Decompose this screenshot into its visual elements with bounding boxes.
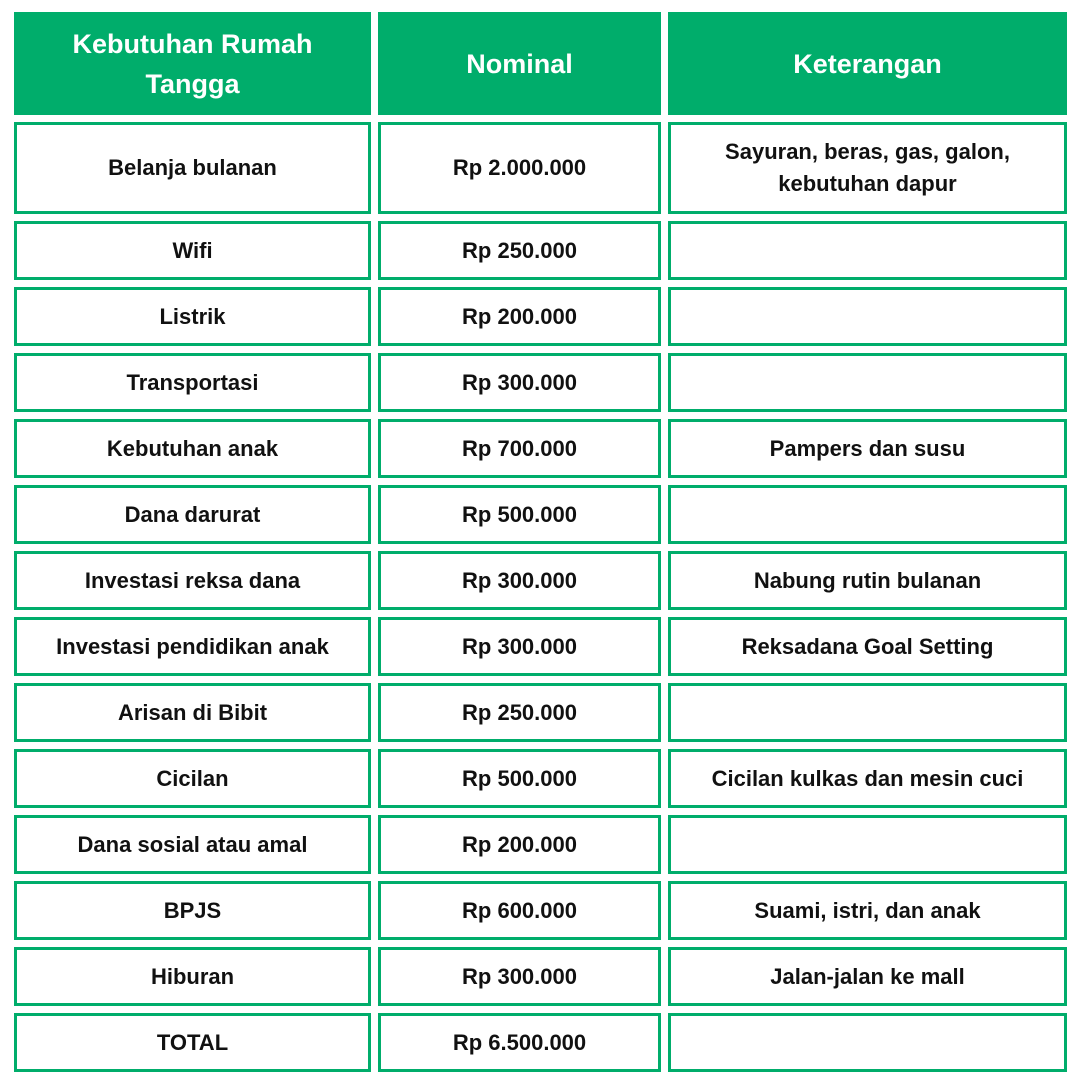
cell-keterangan bbox=[668, 1013, 1067, 1072]
cell-nominal: Rp 200.000 bbox=[378, 815, 661, 874]
cell-kebutuhan: Transportasi bbox=[14, 353, 371, 412]
cell-nominal: Rp 600.000 bbox=[378, 881, 661, 940]
table-row bbox=[14, 947, 1067, 1006]
table-header-row bbox=[14, 12, 1067, 115]
cell-kebutuhan: BPJS bbox=[14, 881, 371, 940]
cell-nominal: Rp 300.000 bbox=[378, 353, 661, 412]
cell-kebutuhan: Investasi pendidikan anak bbox=[14, 617, 371, 676]
table-row bbox=[14, 551, 1067, 610]
cell-keterangan bbox=[668, 485, 1067, 544]
cell-keterangan bbox=[668, 287, 1067, 346]
table-row bbox=[14, 881, 1067, 940]
cell-kebutuhan: Hiburan bbox=[14, 947, 371, 1006]
cell-kebutuhan: Cicilan bbox=[14, 749, 371, 808]
cell-keterangan bbox=[668, 221, 1067, 280]
header-keterangan: Keterangan bbox=[668, 12, 1067, 115]
cell-nominal: Rp 200.000 bbox=[378, 287, 661, 346]
cell-total-nominal: Rp 6.500.000 bbox=[378, 1013, 661, 1072]
cell-keterangan bbox=[668, 815, 1067, 874]
cell-kebutuhan: Dana sosial atau amal bbox=[14, 815, 371, 874]
table-row bbox=[14, 617, 1067, 676]
cell-total-label: TOTAL bbox=[14, 1013, 371, 1072]
cell-keterangan bbox=[668, 353, 1067, 412]
table-row bbox=[14, 122, 1067, 214]
table-row bbox=[14, 221, 1067, 280]
header-nominal: Nominal bbox=[378, 12, 661, 115]
cell-keterangan: Suami, istri, dan anak bbox=[668, 881, 1067, 940]
header-kebutuhan: Kebutuhan Rumah Tangga bbox=[14, 12, 371, 115]
table-row bbox=[14, 287, 1067, 346]
cell-nominal: Rp 250.000 bbox=[378, 683, 661, 742]
cell-kebutuhan: Arisan di Bibit bbox=[14, 683, 371, 742]
table-row bbox=[14, 353, 1067, 412]
table-row bbox=[14, 749, 1067, 808]
cell-keterangan: Reksadana Goal Setting bbox=[668, 617, 1067, 676]
cell-keterangan: Cicilan kulkas dan mesin cuci bbox=[668, 749, 1067, 808]
budget-table bbox=[14, 12, 1067, 1072]
cell-keterangan: Jalan-jalan ke mall bbox=[668, 947, 1067, 1006]
cell-kebutuhan: Investasi reksa dana bbox=[14, 551, 371, 610]
cell-nominal: Rp 500.000 bbox=[378, 749, 661, 808]
table-row bbox=[14, 419, 1067, 478]
cell-keterangan bbox=[668, 683, 1067, 742]
cell-kebutuhan: Kebutuhan anak bbox=[14, 419, 371, 478]
cell-kebutuhan: Wifi bbox=[14, 221, 371, 280]
cell-keterangan: Nabung rutin bulanan bbox=[668, 551, 1067, 610]
cell-kebutuhan: Belanja bulanan bbox=[14, 122, 371, 214]
cell-nominal: Rp 300.000 bbox=[378, 947, 661, 1006]
cell-kebutuhan: Dana darurat bbox=[14, 485, 371, 544]
cell-nominal: Rp 300.000 bbox=[378, 617, 661, 676]
cell-nominal: Rp 500.000 bbox=[378, 485, 661, 544]
cell-nominal: Rp 700.000 bbox=[378, 419, 661, 478]
table-row-total bbox=[14, 1013, 1067, 1072]
cell-kebutuhan: Listrik bbox=[14, 287, 371, 346]
table-row bbox=[14, 485, 1067, 544]
cell-keterangan: Pampers dan susu bbox=[668, 419, 1067, 478]
cell-nominal: Rp 2.000.000 bbox=[378, 122, 661, 214]
cell-nominal: Rp 250.000 bbox=[378, 221, 661, 280]
cell-keterangan: Sayuran, beras, gas, galon, kebutuhan dapur bbox=[668, 122, 1067, 214]
table-row bbox=[14, 815, 1067, 874]
table-row bbox=[14, 683, 1067, 742]
cell-nominal: Rp 300.000 bbox=[378, 551, 661, 610]
